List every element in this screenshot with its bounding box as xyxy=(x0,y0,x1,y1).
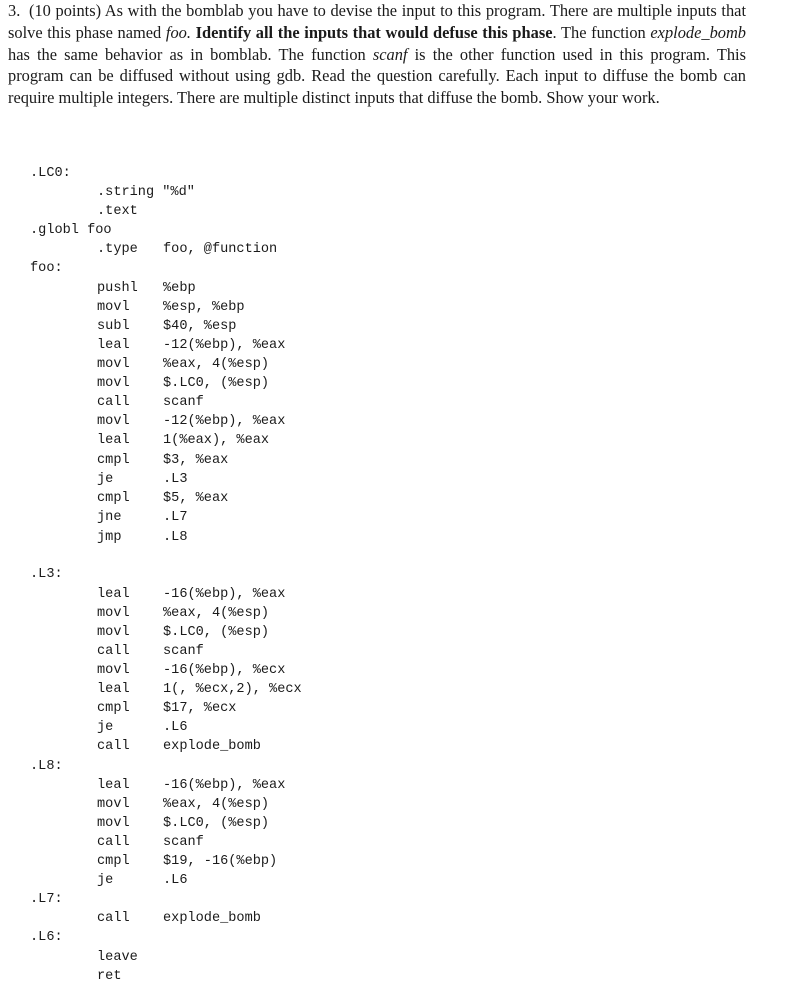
code-args: 1(%eax), %eax xyxy=(163,433,270,448)
code-label: .LC0: xyxy=(30,166,71,181)
code-op: leal xyxy=(97,338,130,353)
code-args: scanf xyxy=(163,395,204,410)
code-op: call xyxy=(97,739,130,754)
code-args: scanf xyxy=(163,835,204,850)
code-label: .L8: xyxy=(30,759,63,774)
question-number: 3. xyxy=(8,1,21,20)
code-args: explode_bomb xyxy=(163,911,261,926)
code-op: movl xyxy=(97,606,130,621)
code-op: movl xyxy=(97,797,130,812)
question-instruction: Identify all the inputs that would defuse this phase xyxy=(195,22,553,42)
code-op: call xyxy=(97,644,130,659)
code-op: movl xyxy=(97,816,130,831)
code-op: call xyxy=(97,911,130,926)
code-op: movl xyxy=(97,300,130,315)
code-op: cmpl xyxy=(97,491,130,506)
code-args: .L6 xyxy=(163,873,188,888)
code-label: foo: xyxy=(30,261,63,276)
code-args: -12(%ebp), %eax xyxy=(163,338,286,353)
code-args: $19, -16(%ebp) xyxy=(163,854,278,869)
code-op: movl xyxy=(97,414,130,429)
code-op: call xyxy=(97,395,130,410)
code-args: .L8 xyxy=(163,530,188,545)
code-args: -16(%ebp), %eax xyxy=(163,587,286,602)
function-name-explode-bomb: explode_bomb xyxy=(650,22,746,42)
code-op: subl xyxy=(97,319,130,334)
code-args: $.LC0, (%esp) xyxy=(163,816,270,831)
code-args: %eax, 4(%esp) xyxy=(163,797,270,812)
code-args: $.LC0, (%esp) xyxy=(163,376,270,391)
code-op: call xyxy=(97,835,130,850)
code-label: .L3: xyxy=(30,567,63,582)
code-op: leal xyxy=(97,587,130,602)
code-op: movl xyxy=(97,663,130,678)
code-op: pushl xyxy=(97,281,138,296)
code-args: %eax, 4(%esp) xyxy=(163,606,270,621)
code-op: je xyxy=(97,720,114,735)
code-op: .type xyxy=(97,242,138,257)
code-op: jne xyxy=(97,510,122,525)
code-op: cmpl xyxy=(97,453,130,468)
code-args: %esp, %ebp xyxy=(163,300,245,315)
function-name-foo: foo. xyxy=(165,22,191,42)
code-op: leave xyxy=(97,950,138,965)
code-args: scanf xyxy=(163,644,204,659)
code-args: 1(, %ecx,2), %ecx xyxy=(163,682,302,697)
code-label: .L7: xyxy=(30,892,63,907)
code-op: movl xyxy=(97,357,130,372)
question-intro: (10 points) As with the bomblab you have to devise the input to this program. There are multiple inputs that solve this phase named xyxy=(8,1,746,42)
code-op: leal xyxy=(97,778,130,793)
code-args: %ebp xyxy=(163,281,196,296)
code-op: je xyxy=(97,472,114,487)
code-args: .L3 xyxy=(163,472,188,487)
code-op: cmpl xyxy=(97,701,130,716)
code-args: explode_bomb xyxy=(163,739,261,754)
code-args: .L7 xyxy=(163,510,188,525)
code-op: cmpl xyxy=(97,854,130,869)
code-op: movl xyxy=(97,376,130,391)
code-op: .string "%d" xyxy=(97,185,195,200)
code-args: .L6 xyxy=(163,720,188,735)
code-label: .globl foo xyxy=(30,223,112,238)
code-args: %eax, 4(%esp) xyxy=(163,357,270,372)
code-args: -12(%ebp), %eax xyxy=(163,414,286,429)
code-args: $40, %esp xyxy=(163,319,237,334)
question-text: 3. (10 points) As with the bomblab you have to devise the input to this program. There are multiple inputs that solve this phase named foo. Identify all the inputs that would defuse this phase. The function explode_bomb has the same behavior as in bomblab. The function scanf is the other function used in this program. This program can be diffused without using gdb. Read the question carefully. Each input to diffuse the bomb can require multiple integers. There are multiple distinct inputs that diffuse the bomb. Show your work. xyxy=(8,1,746,108)
code-args: $5, %eax xyxy=(163,491,229,506)
code-op: jmp xyxy=(97,530,122,545)
code-op: movl xyxy=(97,625,130,640)
code-args: -16(%ebp), %ecx xyxy=(163,663,286,678)
code-op: ret xyxy=(97,969,122,984)
code-args: $17, %ecx xyxy=(163,701,237,716)
code-args: $.LC0, (%esp) xyxy=(163,625,270,640)
code-args: foo, @function xyxy=(163,242,278,257)
code-args: -16(%ebp), %eax xyxy=(163,778,286,793)
code-args: $3, %eax xyxy=(163,453,229,468)
function-name-scanf: scanf xyxy=(372,44,408,64)
code-op: leal xyxy=(97,682,130,697)
code-op: leal xyxy=(97,433,130,448)
code-op: je xyxy=(97,873,114,888)
code-label: .L6: xyxy=(30,930,63,945)
code-op: .text xyxy=(97,204,138,219)
